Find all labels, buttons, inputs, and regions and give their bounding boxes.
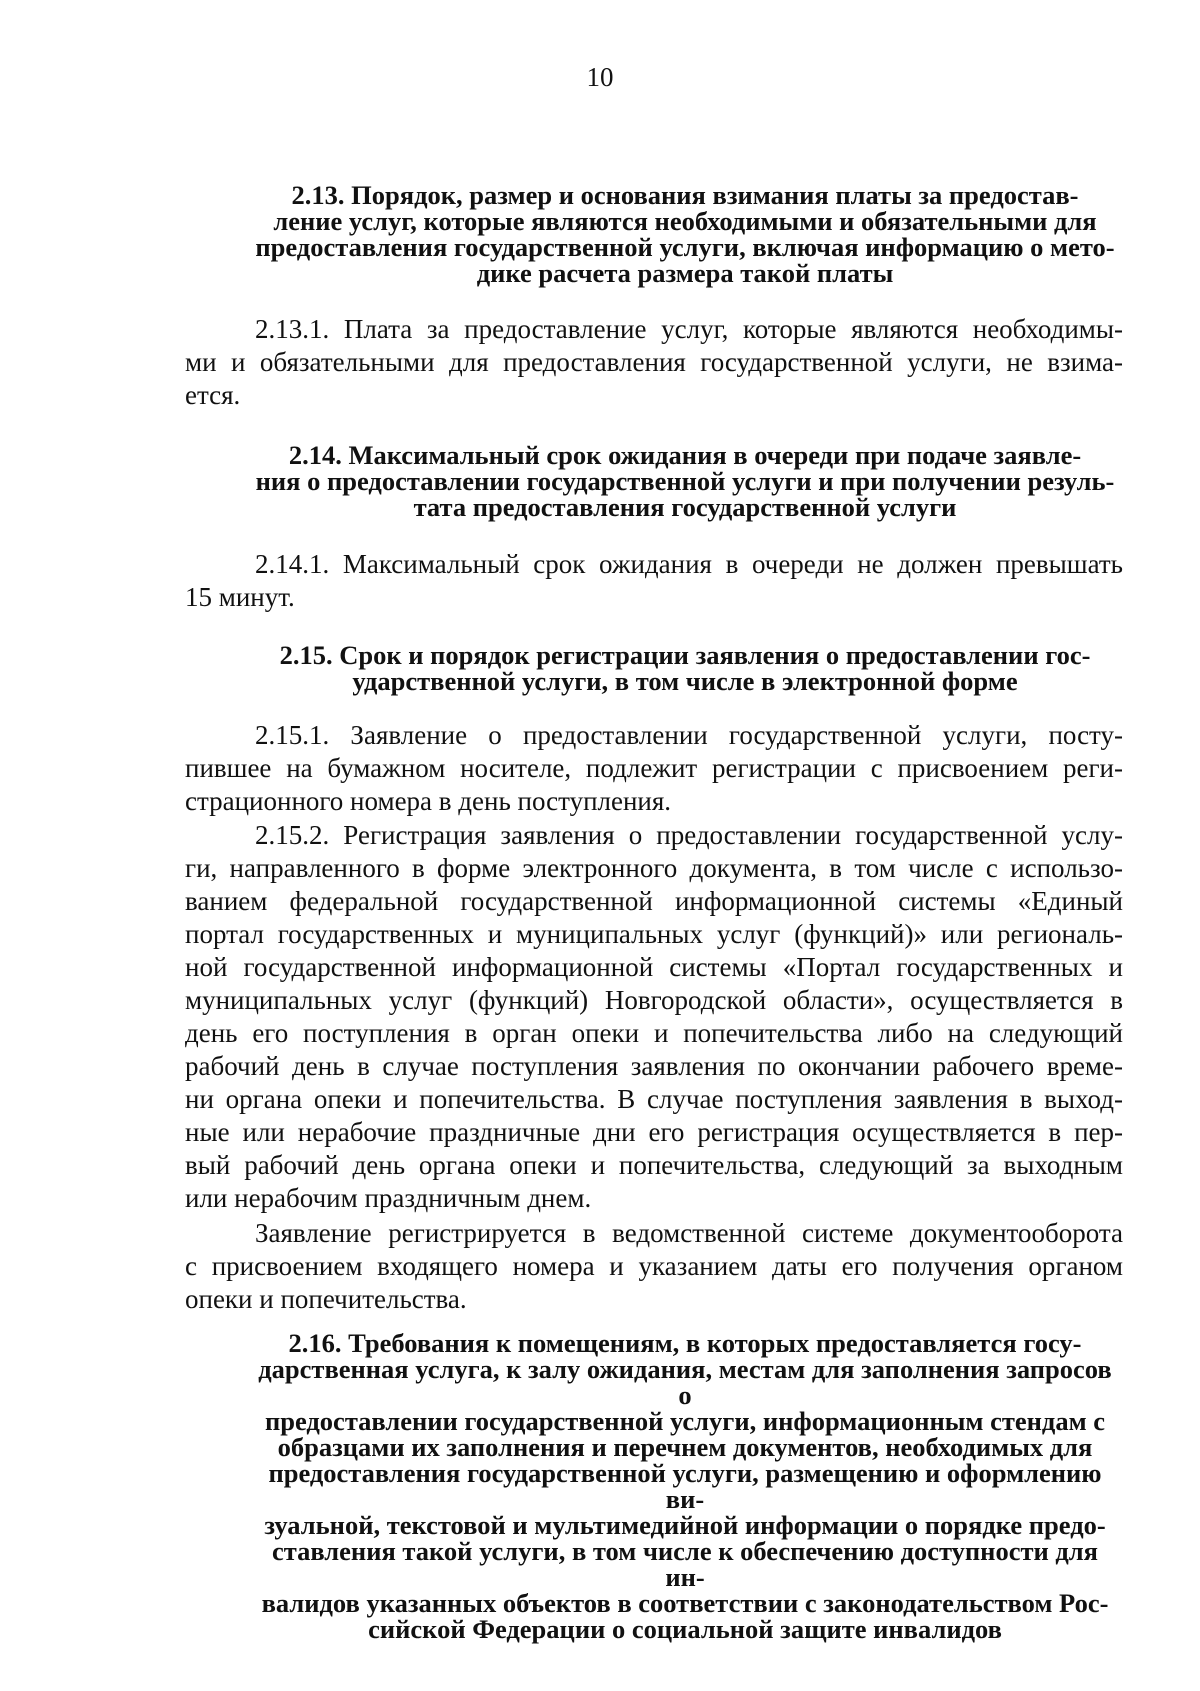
paragraph-2-15-1	[185, 719, 1123, 818]
section-heading-2-16	[185, 1330, 1123, 1642]
section-heading-2-14	[185, 442, 1123, 520]
paragraph-line: 2.14.1. Максимальный срок ожидания в очереди не должен превышать	[255, 549, 1123, 579]
heading-line: 2.14. Максимальный срок ожидания в очереди при подаче заявле-	[288, 440, 1082, 470]
paragraph-line: вый рабочий день органа опеки и попечительства, следующий за выходным	[185, 1150, 1123, 1180]
paragraph-line: ми и обязательными для предоставления государственной услуги, не взима-	[185, 347, 1123, 377]
paragraph-2-15-2	[185, 819, 1123, 1215]
paragraph-line: с присвоением входящего номера и указанием даты его получения органом	[185, 1251, 1123, 1281]
heading-line: ния о предоставлении государственной услуги и при получении резуль-	[255, 466, 1115, 496]
heading-line: предоставлении государственной услуги, информационным стендам с	[264, 1406, 1106, 1436]
heading-line: сийской Федерации о социальной защите инвалидов	[368, 1614, 1002, 1644]
heading-line: образцами их заполнения и перечнем документов, необходимых для	[277, 1432, 1093, 1462]
section-heading-2-15	[185, 642, 1123, 694]
heading-line: 2.13. Порядок, размер и основания взимания платы за предостав-	[291, 180, 1079, 210]
paragraph-line: 2.15.2. Регистрация заявления о предоставлении государственной услу-	[255, 820, 1123, 850]
heading-line: 2.15. Срок и порядок регистрации заявления о предоставлении гос-	[279, 640, 1091, 670]
paragraph-line: ги, направленного в форме электронного документа, в том числе с использо-	[185, 853, 1123, 883]
heading-line: предоставления государственной услуги, размещению и оформлению ви-	[268, 1458, 1102, 1514]
paragraph-line: 2.15.1. Заявление о предоставлении государственной услуги, посту-	[255, 720, 1123, 750]
heading-line: дарственная услуга, к залу ожидания, местам для заполнения запросов о	[258, 1354, 1112, 1410]
heading-line: валидов указанных объектов в соответствии с законодательством Рос-	[261, 1588, 1109, 1618]
paragraph-line: 2.13.1. Плата за предоставление услуг, которые являются необходимы-	[255, 314, 1123, 344]
paragraph-line: Заявление регистрируется в ведомственной системе документооборота	[255, 1218, 1123, 1248]
heading-line: ставления такой услуги, в том числе к обеспечению доступности для ин-	[271, 1536, 1098, 1592]
heading-line: ление услуг, которые являются необходимыми и обязательными для	[273, 206, 1097, 236]
paragraph-line: ни органа опеки и попечительства. В случае поступления заявления в выход-	[185, 1084, 1123, 1114]
paragraph-line: ванием федеральной государственной информационной системы «Единый	[185, 886, 1123, 916]
heading-line: тата предоставления государственной услуги	[413, 492, 957, 522]
heading-line: 2.16. Требования к помещениям, в которых предоставляется госу-	[288, 1328, 1082, 1358]
paragraph-2-15-registration	[185, 1217, 1123, 1316]
paragraph-2-13-1	[185, 313, 1123, 412]
heading-line: предоставления государственной услуги, включая информацию о мето-	[255, 232, 1115, 262]
heading-line: зуальной, текстовой и мультимедийной информации о порядке предо-	[264, 1510, 1106, 1540]
paragraph-line: день его поступления в орган опеки и попечительства либо на следующий	[185, 1018, 1123, 1048]
paragraph-line: ной государственной информационной системы «Портал государственных и	[185, 952, 1123, 982]
paragraph-line: муниципальных услуг (функций) Новгородской области», осуществляется в	[185, 985, 1123, 1015]
paragraph-line: пившее на бумажном носителе, подлежит регистрации с присвоением реги-	[185, 753, 1123, 783]
paragraph-line: страционного номера в день поступления.	[185, 786, 672, 816]
document-body	[185, 182, 1123, 1642]
paragraph-2-14-1	[185, 548, 1123, 614]
heading-line: ударственной услуги, в том числе в электронной форме	[352, 666, 1018, 696]
paragraph-line: 15 минут.	[185, 582, 295, 612]
paragraph-line: или нерабочим праздничным днем.	[185, 1183, 592, 1213]
paragraph-line: портал государственных и муниципальных услуг (функций)» или региональ-	[185, 919, 1123, 949]
paragraph-line: ные или нерабочие праздничные дни его регистрация осуществляется в пер-	[185, 1117, 1123, 1147]
page-number: 10	[586, 62, 614, 92]
section-heading-2-13	[185, 182, 1123, 286]
paragraph-line: рабочий день в случае поступления заявления по окончании рабочего време-	[185, 1051, 1123, 1081]
paragraph-line: ется.	[185, 380, 241, 410]
heading-line: дике расчета размера такой платы	[476, 258, 894, 288]
paragraph-line: опеки и попечительства.	[185, 1284, 467, 1314]
